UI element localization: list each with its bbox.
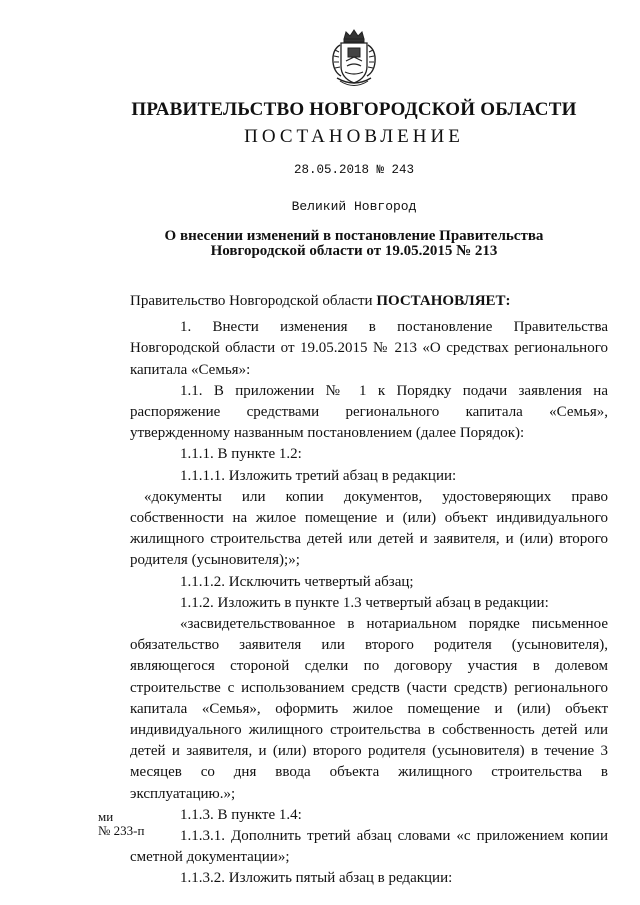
paragraph-1-1-1-1: 1.1.1.1. Изложить третий абзац в редакции: <box>180 467 457 484</box>
executor-initials: ми <box>98 809 114 824</box>
quoted-paragraph-1: «документы или копии документов, удостоверяющих право собственности на жилое помещение и (или) объект индивидуального жилищного строительства детей или детей и заявителя, и (или) второго родителя (усыновителя);»; <box>130 488 608 569</box>
intro-paragraph <box>130 291 608 312</box>
paragraph-1-1-1-2: 1.1.1.2. Исключить четвертый абзац; <box>180 573 414 590</box>
paragraph-1-1-1: 1.1.1. В пункте 1.2: <box>180 446 302 463</box>
paragraph-1-1-3-1: 1.1.3.1. Дополнить третий абзац словами «с приложением копии сметной документации»; <box>130 828 608 866</box>
intro-decree-word: ПОСТАНОВЛЯЕТ: <box>376 293 511 309</box>
subject-line-2: Новгородской области от 19.05.2015 № 213 <box>210 243 498 259</box>
subject-line-1: О внесении изменений в постановление Правительства <box>164 228 544 244</box>
date-and-number: 28.05.2018 № 243 <box>293 163 415 177</box>
paragraph-1: 1. Внести изменения в постановление Правительства Новгородской области от 19.05.2015 № 213 «О средствах регионального капитала «Семья»: <box>130 319 608 378</box>
intro-text: Правительство Новгородской области <box>130 293 377 309</box>
organization-title: ПРАВИТЕЛЬСТВО НОВГОРОДСКОЙ ОБЛАСТИ <box>131 99 577 120</box>
paragraph-1-1: 1.1. В приложении № 1 к Порядку подачи заявления на распоряжение средствами регионального капитала «Семья», утвержденному названным постановлением (далее Порядок): <box>130 382 608 442</box>
document-body <box>130 291 608 890</box>
paragraph-1-1-2: 1.1.2. Изложить в пункте 1.3 четвертый абзац в редакции: <box>180 594 549 611</box>
paragraph-1-1-3: 1.1.3. В пункте 1.4: <box>180 806 302 823</box>
paragraph-1-1-3-2: 1.1.3.2. Изложить пятый абзац в редакции: <box>180 870 453 887</box>
novgorod-coat-of-arms-icon <box>327 28 381 88</box>
document-subject <box>0 229 640 259</box>
quoted-paragraph-2: «засвидетельствованное в нотариальном порядке письменное обязательство заявителя или второго родителя (усыновителя), являющегося стороной сделки по договору участия в долевом строительстве с использованием средств (части средств) регионального капитала «Семья», оформить жилое помещение и (или) объект индивидуального жилищного строительства в собственность детей или детей и заявителя, и (или) второго родителя (усыновителя) в течение 3 месяцев со дня ввода объекта жилищного строительства в эксплуатацию.»; <box>130 616 608 802</box>
document-reference-number: № 233-п <box>98 823 145 838</box>
document-footer <box>98 810 144 838</box>
document-type-title: ПОСТАНОВЛЕНИЕ <box>244 126 464 147</box>
place-of-issue: Великий Новгород <box>291 199 417 214</box>
